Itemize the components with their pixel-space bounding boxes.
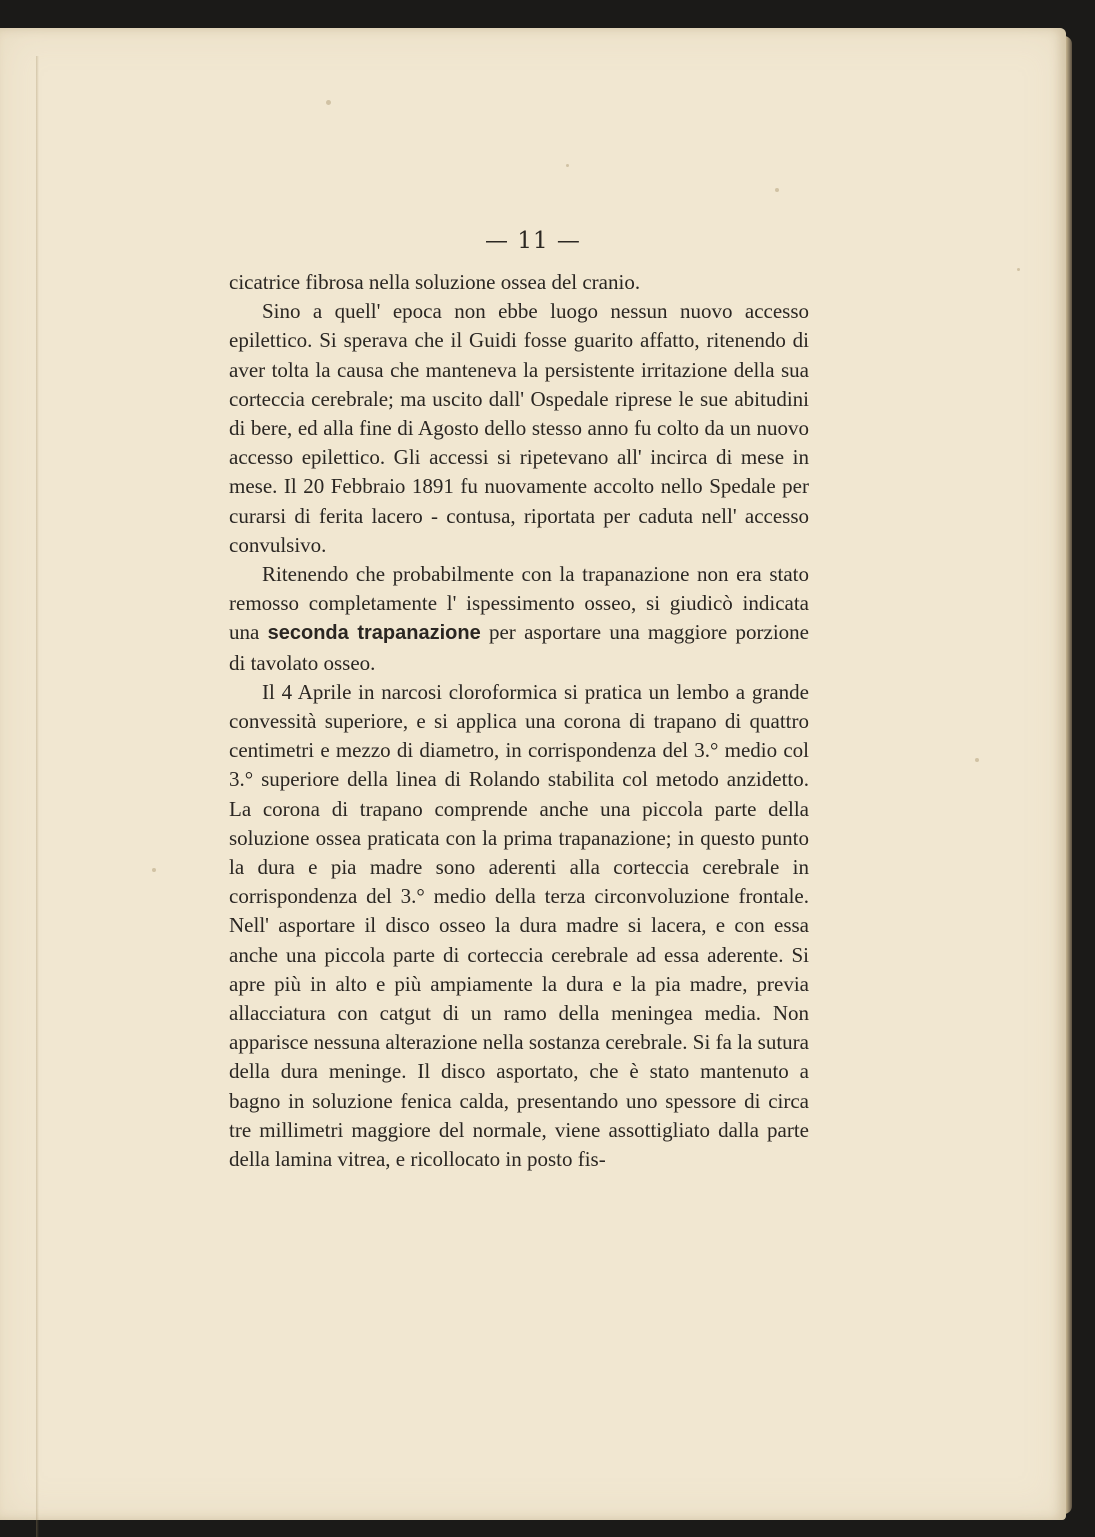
paragraph	[229, 560, 809, 678]
paper-spot	[775, 188, 779, 192]
paragraph: cicatrice fibrosa nella soluzione ossea del cranio.	[229, 270, 641, 294]
page-number: — 11 —	[485, 228, 581, 254]
body-text	[229, 268, 809, 1174]
page-gutter	[36, 56, 39, 1537]
bold-phrase: seconda trapanazione	[267, 622, 481, 645]
paper-spot	[152, 868, 156, 872]
book-page	[0, 28, 1066, 1520]
paper-spot	[566, 164, 569, 167]
paper-spot	[1017, 268, 1020, 271]
paragraph: Il 4 Aprile in narcosi cloroformica si pratica un lembo a grande convessità superiore, e si applica una corona di trapano di quattro centimetri e mezzo di diametro, in corrispondenza del 3.° medio col 3.° superiore della linea di Rolando stabilita col metodo anzidetto. La corona di trapano comprende anche una piccola parte della soluzione ossea praticata con la prima trapanazione; in questo punto la dura e pia madre sono aderenti alla corteccia cerebrale in corrispondenza del 3.° medio della terza circonvoluzione frontale. Nell' asportare il disco osseo la dura madre si lacera, e con essa anche una piccola parte di corteccia cerebrale ad essa aderente. Si apre più in alto e più ampiamente la dura e la pia madre, previa allacciatura con catgut di un ramo della meningea media. Non apparisce nessuna alterazione nella sostanza cerebrale. Si fa la sutura della dura meninge. Il disco asportato, che è stato mantenuto a bagno in soluzione fenica calda, presentando uno spessore di circa tre millimetri maggiore del normale, viene assottigliato dalla parte della lamina vitrea, e ricollocato in posto fis-	[229, 679, 809, 1172]
paper-spot	[975, 758, 979, 762]
paragraph: Sino a quell' epoca non ebbe luogo nessun nuovo accesso epilettico. Si sperava che il Guidi fosse guarito affatto, ritenendo di aver tolta la causa che manteneva la persistente irritazione della sua corteccia cerebrale; ma uscito dall' Ospedale riprese le sue abitudini di bere, ed alla fine di Agosto dello stesso anno fu colto da un nuovo accesso epilettico. Gli accessi si ripetevano all' incirca di mese in mese. Il 20 Febbraio 1891 fu nuovamente accolto nello Spedale per curarsi di ferita lacero - contusa, riportata per caduta nell' accesso convulsivo.	[229, 299, 809, 557]
paragraph-text: Ritenendo che probabilmente con la trapanazione non era stato remosso completamente l' ispessimento osseo, si giudicò indicata una	[229, 562, 809, 645]
paragraph-text: per asportare una maggiore porzione di tavolato osseo.	[229, 620, 809, 675]
paper-spot	[326, 100, 331, 105]
